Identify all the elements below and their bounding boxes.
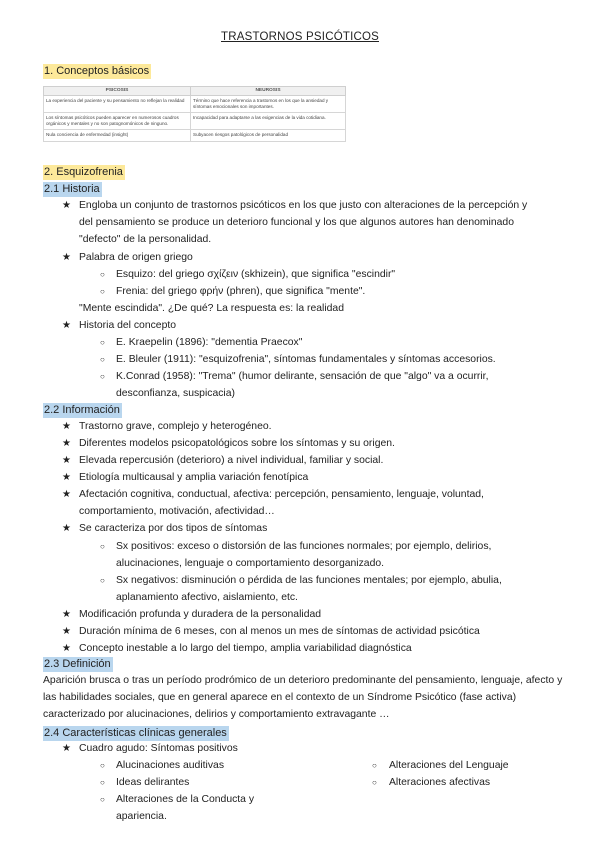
circle-bullet-icon: ○ — [100, 270, 105, 279]
sub-list-item: K.Conrad (1958): "Trema" (humor delirante, sensación de que "algo" va a ocurrir, — [116, 371, 489, 382]
list-item: Concepto inestable a lo largo del tiempo, amplia variabilidad diagnóstica — [79, 643, 412, 654]
list-item: Modificación profunda y duradera de la personalidad — [79, 609, 322, 620]
table-row — [44, 130, 346, 142]
list-item: Elevada repercusión (deterioro) a nivel individual, familiar y social. — [79, 455, 384, 466]
list-item: Etiología multicausal y amplia variación fenotípica — [79, 472, 309, 483]
note-text: "Mente escindida". ¿De qué? La respuesta es: la realidad — [79, 303, 344, 314]
list-item: Historia del concepto — [79, 320, 177, 331]
star-bullet-icon: ★ — [62, 455, 71, 466]
comparison-table — [43, 86, 346, 142]
table-row — [44, 96, 346, 113]
table-cell: Los síntomas psicóticos pueden aparecer en numerosos cuadros orgánicos y mentales y no son patognomónicos de ninguno. — [44, 113, 191, 130]
subsection-heading-caracteristicas: 2.4 Características clínicas generales — [44, 727, 227, 739]
star-bullet-icon: ★ — [62, 200, 71, 211]
star-bullet-icon: ★ — [62, 643, 71, 654]
list-item: Palabra de origen griego — [79, 252, 193, 263]
section-heading-conceptos: 1. Conceptos básicos — [44, 65, 150, 77]
star-bullet-icon: ★ — [62, 743, 71, 754]
table-header-neurosis: NEUROSIS — [191, 87, 346, 96]
sub-list-item: Esquizo: del griego σχίζειν (skhizein), que significa "escindir" — [116, 269, 396, 280]
circle-bullet-icon: ○ — [100, 761, 105, 770]
circle-bullet-icon: ○ — [100, 576, 105, 585]
table-cell: Incapacidad para adaptarse a las exigencias de la vida cotidiana. — [191, 113, 346, 130]
circle-bullet-icon: ○ — [100, 338, 105, 347]
circle-bullet-icon: ○ — [100, 778, 105, 787]
sub-list-item-cont: alucinaciones, lenguaje o comportamiento desorganizado. — [116, 558, 385, 569]
list-item-cont: comportamiento, motivación, afectividad… — [79, 506, 275, 517]
star-bullet-icon: ★ — [62, 523, 71, 534]
circle-bullet-icon: ○ — [100, 795, 105, 804]
star-bullet-icon: ★ — [62, 626, 71, 637]
list-item: Cuadro agudo: Síntomas positivos — [79, 743, 238, 754]
sub-list-item: Alteraciones de la Conducta y — [116, 794, 255, 805]
star-bullet-icon: ★ — [62, 320, 71, 331]
definition-paragraph: Aparición brusca o tras un período prodrómico de un deterioro predominante del pensamiento, lenguaje, afecto y las habilidades sociales, que en general aparece en el contexto de un Síndrome Psicótico (fase activa) caracterizado por alucinaciones, delirios y comportamiento extravagante … — [43, 675, 563, 721]
circle-bullet-icon: ○ — [372, 761, 377, 770]
subsection-heading-historia: 2.1 Historia — [44, 183, 100, 195]
star-bullet-icon: ★ — [62, 438, 71, 449]
sub-list-item: Alucinaciones auditivas — [116, 760, 225, 771]
list-item: Diferentes modelos psicopatológicos sobre los síntomas y su origen. — [79, 438, 395, 449]
list-item-cont: del pensamiento se produce un deterioro funcional y los que algunos autores han denominado — [79, 217, 514, 228]
list-item-cont: "defecto" de la personalidad. — [79, 234, 212, 245]
star-bullet-icon: ★ — [62, 472, 71, 483]
sub-list-item: Sx positivos: exceso o distorsión de las funciones normales; por ejemplo, delirios, — [116, 541, 492, 552]
circle-bullet-icon: ○ — [100, 287, 105, 296]
sub-list-item: Alteraciones del Lenguaje — [389, 760, 509, 771]
circle-bullet-icon: ○ — [100, 355, 105, 364]
sub-list-item: Sx negativos: disminución o pérdida de las funciones mentales; por ejemplo, abulia, — [116, 575, 502, 586]
star-bullet-icon: ★ — [62, 252, 71, 263]
list-item: Afectación cognitiva, conductual, afectiva: percepción, pensamiento, lenguaje, voluntad, — [79, 489, 484, 500]
table-cell: Nula conciencia de enfermedad (insight) — [44, 130, 191, 142]
section-heading-esquizofrenia: 2. Esquizofrenia — [44, 166, 123, 178]
sub-list-item: Frenia: del griego φρήν (phren), que significa "mente". — [116, 286, 366, 297]
sub-list-item: E. Kraepelin (1896): "dementia Praecox" — [116, 337, 303, 348]
table-header-psicosis: PSICOSIS — [44, 87, 191, 96]
sub-list-item-cont: apariencia. — [116, 811, 167, 822]
subsection-heading-definicion: 2.3 Definición — [44, 658, 111, 670]
sub-list-item-cont: desconfianza, suspicacia) — [116, 388, 235, 399]
sub-list-item: Ideas delirantes — [116, 777, 190, 788]
table-row — [44, 113, 346, 130]
table-header-row — [44, 87, 346, 96]
subsection-heading-informacion: 2.2 Información — [44, 404, 120, 416]
list-item: Duración mínima de 6 meses, con al menos un mes de síntomas de actividad psicótica — [79, 626, 480, 637]
star-bullet-icon: ★ — [62, 421, 71, 432]
list-item: Engloba un conjunto de trastornos psicóticos en los que justo con alteraciones de la percepción y — [79, 200, 528, 211]
table-cell: La experiencia del paciente y su pensamiento no reflejan la realidad — [44, 96, 191, 113]
page-title: TRASTORNOS PSICÓTICOS — [221, 31, 379, 43]
sub-list-item-cont: aplanamiento afectivo, aislamiento, etc. — [116, 592, 298, 603]
star-bullet-icon: ★ — [62, 609, 71, 620]
table-cell: Subyacen riesgos patológicos de personalidad — [191, 130, 346, 142]
circle-bullet-icon: ○ — [372, 778, 377, 787]
list-item: Se caracteriza por dos tipos de síntomas — [79, 523, 268, 534]
sub-list-item: E. Bleuler (1911): "esquizofrenia", síntomas fundamentales y síntomas accesorios. — [116, 354, 496, 365]
list-item: Trastorno grave, complejo y heterogéneo. — [79, 421, 272, 432]
circle-bullet-icon: ○ — [100, 372, 105, 381]
table-cell: Término que hace referencia a trastornos en los que la ansiedad y síntomas emocionales son importantes. — [191, 96, 346, 113]
circle-bullet-icon: ○ — [100, 542, 105, 551]
star-bullet-icon: ★ — [62, 489, 71, 500]
sub-list-item: Alteraciones afectivas — [389, 777, 491, 788]
